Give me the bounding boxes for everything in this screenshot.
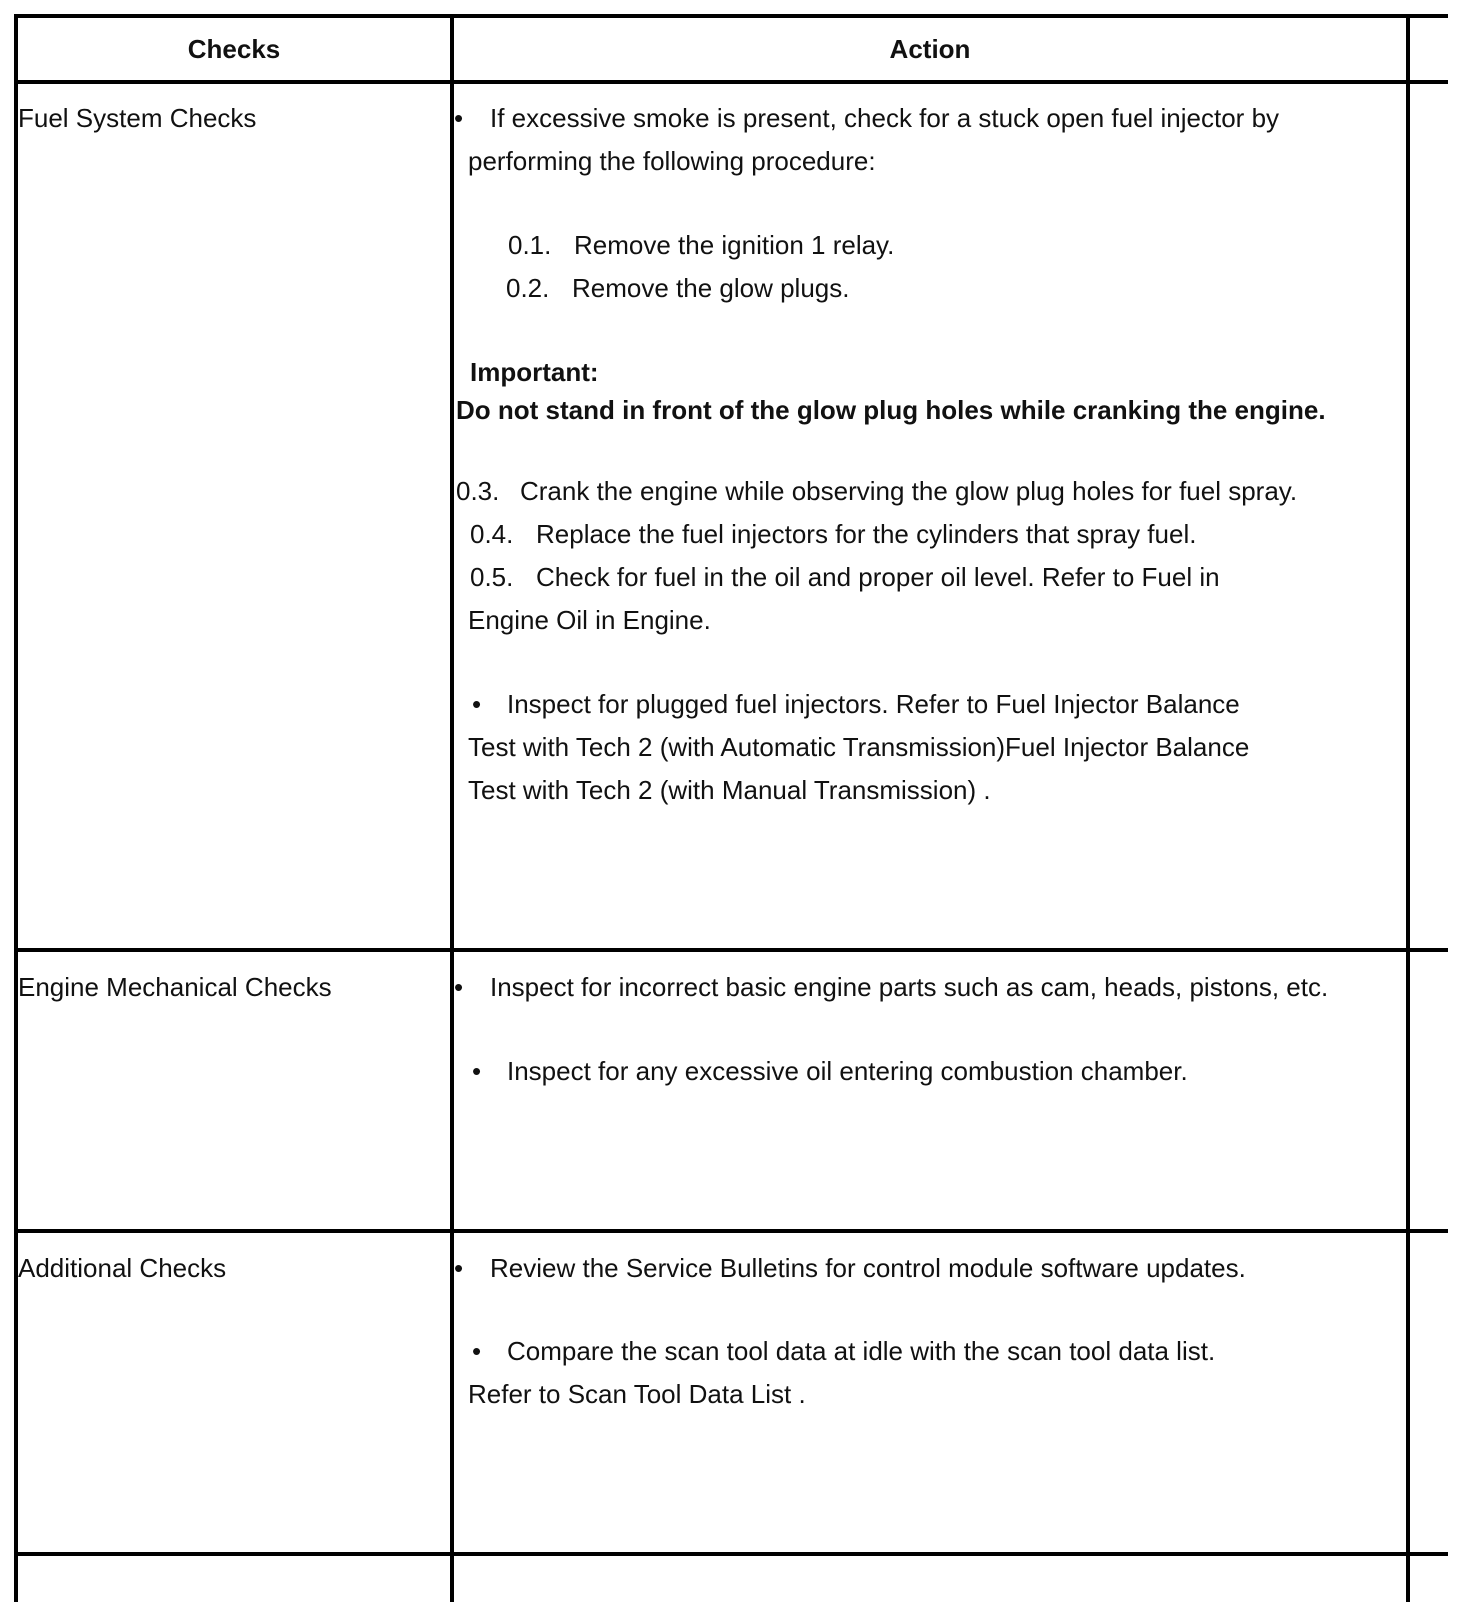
bullet-glyph: • bbox=[454, 972, 464, 1002]
check-label: Fuel System Checks bbox=[18, 103, 257, 133]
action-text: performing the following procedure: bbox=[468, 146, 876, 176]
bullet-glyph: • bbox=[472, 689, 482, 719]
row-divider-2 bbox=[14, 1229, 1448, 1233]
row-divider-1 bbox=[14, 948, 1448, 952]
action-text: Compare the scan tool data at idle with the scan tool data list. bbox=[507, 1336, 1216, 1366]
step-text: Replace the fuel injectors for the cylinders that spray fuel. bbox=[536, 519, 1197, 549]
bullet-glyph: • bbox=[454, 103, 464, 133]
check-label: Additional Checks bbox=[18, 1253, 227, 1283]
step-number: 0.2. bbox=[506, 273, 550, 303]
important-label: Important: bbox=[470, 357, 599, 387]
action-text: Inspect for any excessive oil entering combustion chamber. bbox=[507, 1056, 1188, 1086]
table-border-left bbox=[14, 14, 18, 1602]
action-text: Test with Tech 2 (with Manual Transmission) . bbox=[468, 775, 991, 805]
step-number: 0.5. bbox=[470, 562, 514, 592]
step-text: Check for fuel in the oil and proper oil level. Refer to Fuel in bbox=[536, 562, 1220, 592]
action-text: Inspect for incorrect basic engine parts such as cam, heads, pistons, etc. bbox=[490, 972, 1329, 1002]
step-number: 0.3. bbox=[456, 476, 500, 506]
bullet-glyph: • bbox=[472, 1056, 482, 1086]
action-text: Review the Service Bulletins for control module software updates. bbox=[490, 1253, 1246, 1283]
action-text: If excessive smoke is present, check for a stuck open fuel injector by bbox=[490, 103, 1280, 133]
step-text: Remove the ignition 1 relay. bbox=[574, 230, 895, 260]
header-action: Action bbox=[889, 34, 971, 64]
bullet-glyph: • bbox=[472, 1336, 482, 1366]
check-label: Engine Mechanical Checks bbox=[18, 972, 332, 1002]
action-text: Refer to Scan Tool Data List . bbox=[468, 1379, 806, 1409]
bullet-glyph: • bbox=[454, 1253, 464, 1283]
table-border-right bbox=[1406, 14, 1410, 1602]
action-text: Inspect for plugged fuel injectors. Refer to Fuel Injector Balance bbox=[507, 689, 1240, 719]
column-divider bbox=[450, 14, 454, 1602]
important-text: Do not stand in front of the glow plug holes while cranking the engine. bbox=[456, 395, 1326, 425]
step-text: Crank the engine while observing the glow plug holes for fuel spray. bbox=[520, 476, 1298, 506]
header-divider bbox=[14, 80, 1448, 84]
table-border-top bbox=[14, 14, 1448, 18]
step-text: Remove the glow plugs. bbox=[572, 273, 850, 303]
action-text: Test with Tech 2 (with Automatic Transmission)Fuel Injector Balance bbox=[468, 732, 1250, 762]
step-text: Engine Oil in Engine. bbox=[468, 605, 711, 635]
header-checks: Checks bbox=[187, 34, 281, 64]
step-number: 0.1. bbox=[508, 230, 552, 260]
table-border-bottom bbox=[14, 1552, 1448, 1556]
step-number: 0.4. bbox=[470, 519, 514, 549]
